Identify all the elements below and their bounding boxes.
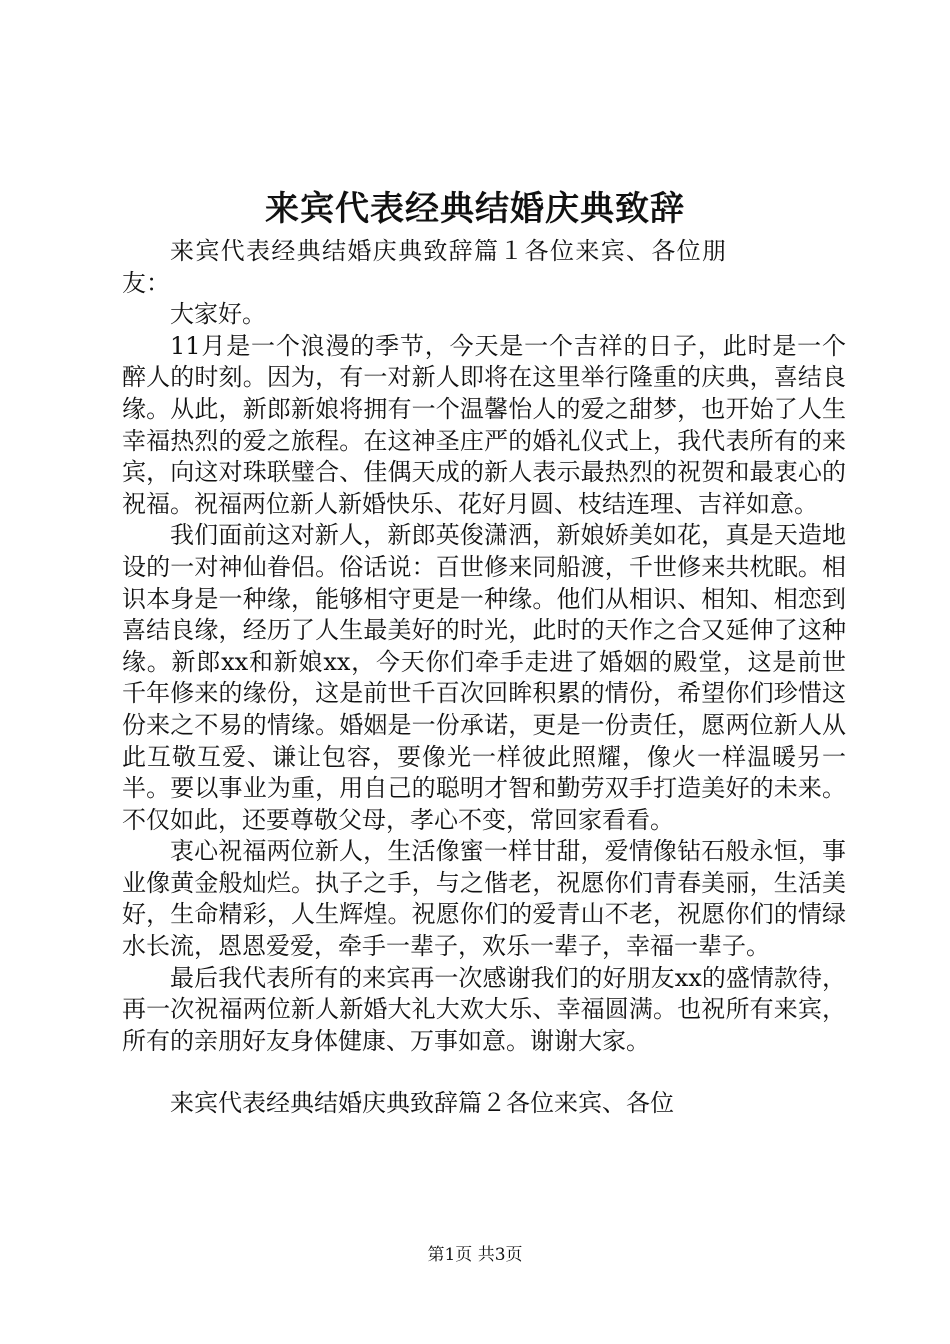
page-footer: 第1页 共3页 <box>427 1245 523 1265</box>
paragraph-heading-section-1: 来宾代表经典结婚庆典致辞篇１各位来宾、各位朋友： <box>122 237 726 297</box>
document-body <box>122 236 846 1120</box>
paragraph-closing: 最后我代表所有的来宾再一次感谢我们的好朋友xx的盛情款待，再一次祝福两位新人新婚大礼大欢大乐、幸福圆满。也祝所有来宾，所有的亲朋好友身体健康、万事如意。谢谢大家。 <box>122 963 846 1055</box>
paragraph-heading-section-2: 来宾代表经典结婚庆典致辞篇２各位来宾、各位 <box>170 1089 674 1118</box>
paragraph-opening: 11月是一个浪漫的季节，今天是一个吉祥的日子，此时是一个醉人的时刻。因为，有一对新人即将在这里举行隆重的庆典，喜结良缘。从此，新郎新娘将拥有一个温馨怡人的爱之甜梦，也开始了人生幸福热烈的爱之旅程。在这神圣庄严的婚礼仪式上，我代表所有的来宾，向这对珠联璧合、佳偶天成的新人表示最热烈的祝贺和最衷心的祝福。祝福两位新人新婚快乐、花好月圆、枝结连理、吉祥如意。 <box>122 331 846 518</box>
paragraph-greeting: 大家好。 <box>170 300 266 329</box>
document-title: 来宾代表经典结婚庆典致辞 <box>265 189 685 229</box>
paragraph-blessing: 衷心祝福两位新人，生活像蜜一样甘甜，爱情像钻石般永恒，事业像黄金般灿烂。执子之手，与之偕老，祝愿你们青春美丽，生活美好，生命精彩，人生辉煌。祝愿你们的爱青山不老，祝愿你们的情绿水长流，恩恩爱爱，牵手一辈子，欢乐一辈子，幸福一辈子。 <box>122 837 846 961</box>
paragraph-couple: 我们面前这对新人，新郎英俊潇洒，新娘娇美如花，真是天造地设的一对神仙眷侣。俗话说：百世修来同船渡，千世修来共枕眠。相识本身是一种缘，能够相守更是一种缘。他们从相识、相知、相恋到喜结良缘，经历了人生最美好的时光，此时的天作之合又延伸了这种缘。新郎xx和新娘xx，今天你们牵手走进了婚姻的殿堂，这是前世千年修来的缘份，这是前世千百次回眸积累的情份，希望你们珍惜这份来之不易的情缘。婚姻是一份承诺，更是一份责任，愿两位新人从此互敬互爱、谦让包容，要像光一样彼此照耀，像火一样温暖另一半。要以事业为重，用自己的聪明才智和勤劳双手打造美好的未来。不仅如此，还要尊敬父母，孝心不变，常回家看看。 <box>122 521 846 834</box>
